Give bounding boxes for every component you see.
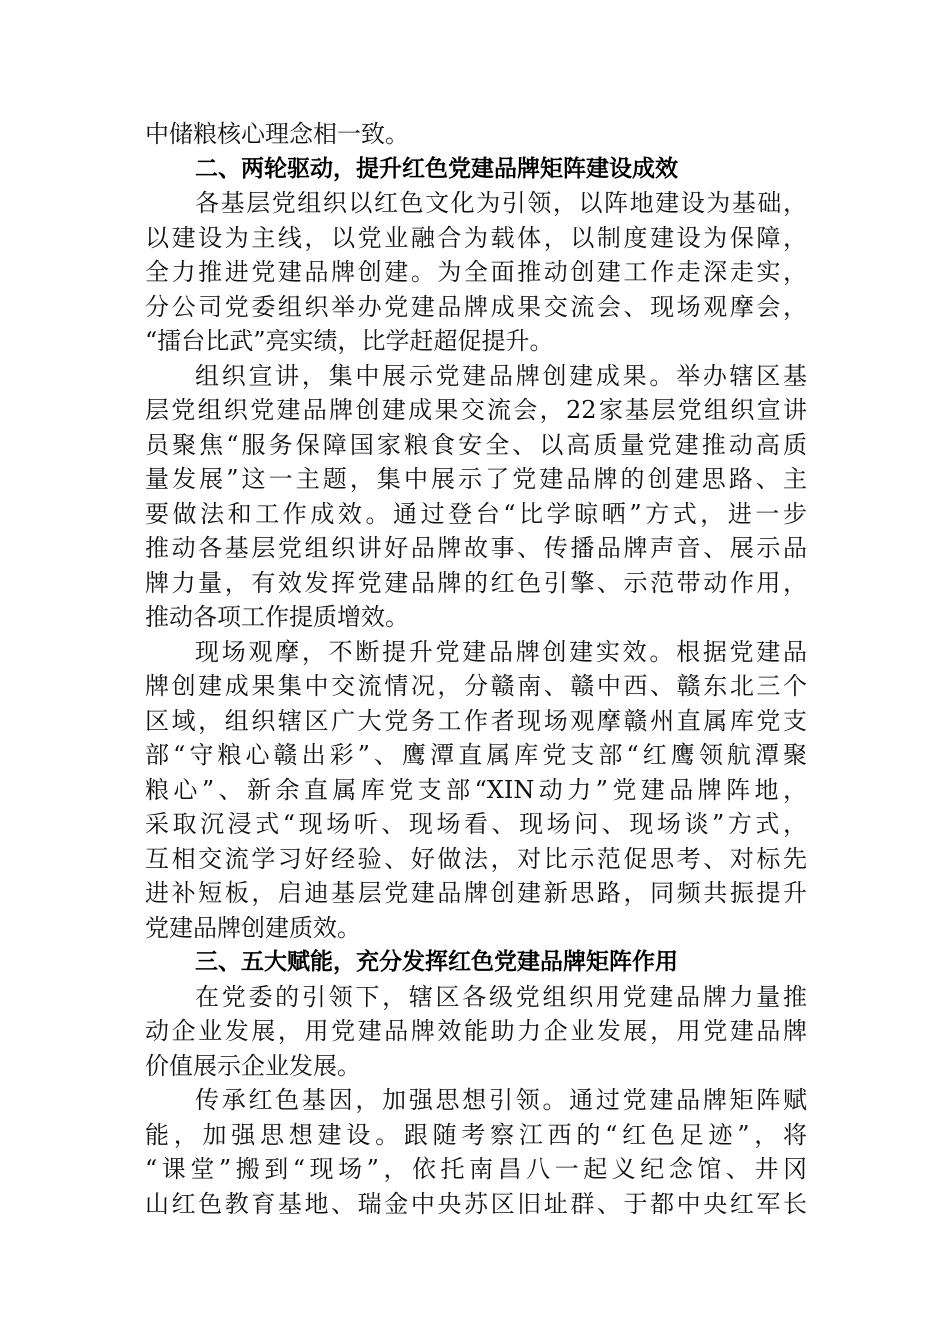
- text-line: 推动各基层党组织讲好品牌故事、传播品牌声音、展示品: [145, 534, 807, 562]
- text-line: 山红色教育基地、瑞金中央苏区旧址群、于都中央红军长: [145, 1189, 807, 1218]
- text-line: 分公司党委组织举办党建品牌成果交流会、现场观摩会，: [145, 292, 807, 321]
- text-line: 传承红色基因，加强思想引领。通过党建品牌矩阵赋: [195, 1086, 807, 1114]
- text-line: 各基层党组织以红色文化为引领，以阵地建设为基础，: [195, 189, 807, 217]
- text-line: “课堂”搬到“现场”，依托南昌八一起义纪念馆、井冈: [145, 1155, 807, 1183]
- text-line: 员聚焦“服务保障国家粮食安全、以高质量党建推动高质: [145, 430, 807, 459]
- text-line: 全力推进党建品牌创建。为全面推动创建工作走深走实，: [145, 258, 807, 286]
- text-line: 互相交流学习好经验、好做法，对比示范促思考、对标先: [145, 844, 807, 873]
- text-line: 动企业发展，用党建品牌效能助力企业发展，用党建品牌: [145, 1017, 807, 1045]
- text-line: 牌力量，有效发挥党建品牌的红色引擎、示范带动作用，: [145, 568, 807, 597]
- section-heading: 三、五大赋能，充分发挥红色党建品牌矩阵作用: [195, 949, 678, 975]
- text-line: 推动各项工作提质增效。: [145, 603, 409, 631]
- text-line: 能，加强思想建设。跟随考察江西的“红色足迹”，将: [145, 1120, 807, 1149]
- text-line: 区域，组织辖区广大党务工作者现场观摩赣州直属库党支: [145, 706, 807, 735]
- document-body: [145, 117, 807, 1221]
- text-line: 量发展”这一主题，集中展示了党建品牌的创建思路、主: [145, 465, 807, 493]
- text-line: 在党委的引领下，辖区各级党组织用党建品牌力量推: [195, 982, 807, 1011]
- text-line: 党建品牌创建质效。: [145, 913, 361, 942]
- text-line: “擂台比武”亮实绩，比学赶超促提升。: [145, 327, 554, 355]
- text-line: 采取沉浸式“现场听、现场看、现场问、现场谈”方式，: [145, 810, 807, 838]
- text-line: 组织宣讲，集中展示党建品牌创建成果。举办辖区基: [195, 361, 807, 390]
- text-line: 价值展示企业发展。: [145, 1051, 361, 1080]
- text-line: 以建设为主线，以党业融合为载体，以制度建设为保障，: [145, 223, 807, 252]
- text-line: 中储粮核心理念相一致。: [145, 120, 409, 148]
- text-line: 要做法和工作成效。通过登台“比学晾晒”方式，进一步: [145, 499, 807, 528]
- text-line: 进补短板，启迪基层党建品牌创建新思路，同频共振提升: [145, 879, 807, 907]
- section-heading: 二、两轮驱动，提升红色党建品牌矩阵建设成效: [195, 155, 678, 182]
- text-line: 现场观摩，不断提升党建品牌创建实效。根据党建品: [195, 637, 807, 666]
- text-line: 牌创建成果集中交流情况，分赣南、赣中西、赣东北三个: [145, 672, 807, 700]
- text-line: 部“守粮心赣出彩”、鹰潭直属库党支部“红鹰领航潭聚: [145, 741, 807, 769]
- text-line: 层党组织党建品牌创建成果交流会，22家基层党组织宣讲: [145, 396, 807, 424]
- text-line: 粮心”、新余直属库党支部“XIN动力”党建品牌阵地，: [145, 775, 807, 804]
